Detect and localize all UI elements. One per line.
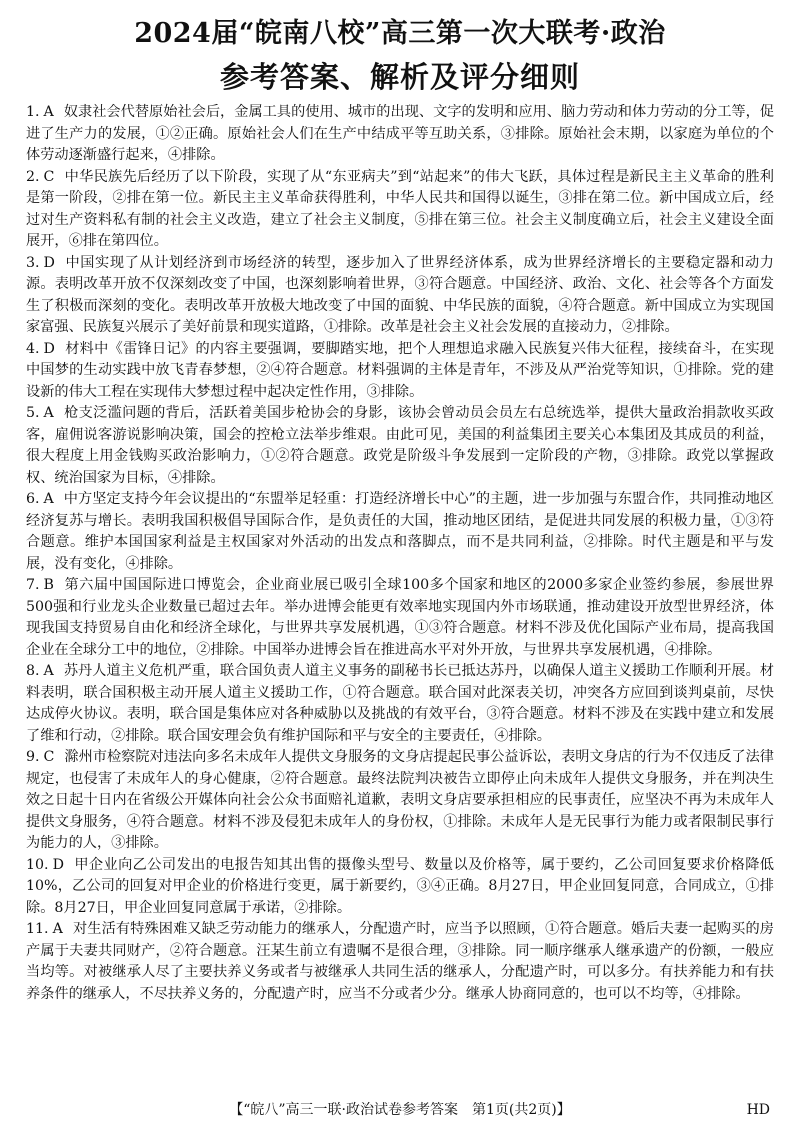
item-explanation: 中方坚定支持今年会议提出的“东盟举足轻重：打造经济增长中心”的主题，进一步加强与东盟合作，共同推动地区经济复苏与增长。表明我国积极倡导国际合作，是负责任的大国，推动地区团结，是促进共同发展的积极力量，①③符合题意。维护本国国家利益是主权国家对外活动的出发点和落脚点，而不是共同利益，②排除。时代主题是和平与发展，没有变化，④排除。 bbox=[26, 491, 774, 572]
answer-item-1 bbox=[26, 102, 774, 167]
item-number: 1. bbox=[26, 104, 40, 120]
answer-item-10 bbox=[26, 855, 774, 920]
item-answer: A bbox=[43, 104, 54, 120]
item-number: 9. bbox=[26, 749, 40, 765]
item-answer: D bbox=[43, 254, 55, 271]
item-explanation: 第六届中国国际进口博览会，企业商业展已吸引全球100多个国家和地区的2000多家企业签约参展，参展世界500强和行业龙头企业数量已超过去年。举办进博会能更有效率地实现国内外市场联通，推动建设开放型世界经济，体现我国支持贸易自由化和经济全球化，与世界共享发展机遇，①③符合题意。材料不涉及优化国际产业布局，提高我国企业在全球分工中的地位，②排除。中国举办进博会旨在推进高水平对外开放，与世界共享发展机遇，④排除。 bbox=[26, 577, 774, 658]
item-number: 10. bbox=[26, 856, 49, 873]
item-number: 4. bbox=[26, 340, 40, 357]
item-explanation: 中国实现了从计划经济到市场经济的转型，逐步加入了世界经济体系，成为世界经济增长的主要稳定器和动力源。表明改革开放不仅深刻改变了中国，也深刻影响着世界，③符合题意。中国经济、政治、文化、社会等各个方面发生了积极而深刻的变化。表明改革开放极大地改变了中国的面貌、中华民族的面貌，④符合题意。新中国成立为实现国家富强、民族复兴展示了美好前景和现实道路，①排除。改革是社会主义社会发展的直接动力，②排除。 bbox=[26, 254, 774, 335]
item-answer: B bbox=[43, 577, 54, 593]
item-explanation: 材料中《雷锋日记》的内容主要强调，要脚踏实地，把个人理想追求融入民族复兴伟大征程，接续奋斗，在实现中国梦的生动实践中放飞青春梦想，②④符合题意。材料强调的主体是青年，不涉及从严治党等知识，①排除。党的建设新的伟大工程在实现伟大梦想过程中起决定性作用，③排除。 bbox=[26, 340, 774, 400]
answer-item-6 bbox=[26, 489, 774, 575]
page-title: 2024届“皖南八校”高三第一次大联考·政治 bbox=[134, 18, 666, 49]
answer-item-5 bbox=[26, 403, 774, 489]
item-number: 2. bbox=[26, 168, 40, 185]
footer-text: 【“皖八”高三一联·政治试卷参考答案 第1页(共2页)】 bbox=[229, 1102, 571, 1118]
page-footer bbox=[0, 1098, 800, 1122]
item-answer: A bbox=[43, 405, 54, 421]
page-subtitle: 参考答案、解析及评分细则 bbox=[219, 60, 580, 94]
footer-code: HD bbox=[746, 1102, 770, 1118]
item-number: 6. bbox=[26, 491, 40, 507]
item-number: 7. bbox=[26, 577, 40, 593]
item-explanation: 滁州市检察院对违法向多名未成年人提供文身服务的文身店提起民事公益诉讼，表明文身店的行为不仅违反了法律规定，也侵害了未成年人的身心健康，②符合题意。最终法院判决被告立即停止向未成年人提供文身服务，并在判决生效之日起十日内在省级公开媒体向社会公众书面赔礼道歉，表明文身店要承担相应的民事责任，应坚决不再为未成年人提供文身服务，④符合题意。材料不涉及侵犯未成年人的身份权，①排除。未成年人是无民事行为能力或者限制民事行为能力的人，③排除。 bbox=[26, 749, 774, 851]
answer-item-2 bbox=[26, 167, 774, 253]
answer-item-9 bbox=[26, 747, 774, 855]
item-answer: C bbox=[43, 168, 55, 185]
item-explanation: 奴隶社会代替原始社会后，金属工具的使用、城市的出现、文字的发明和应用、脑力劳动和体力劳动的分工等，促进了生产力的发展，①②正确。原始社会人们在生产中结成平等互助关系，③排除。原始社会末期，以家庭为单位的个体劳动逐渐盛行起来，④排除。 bbox=[26, 104, 774, 163]
item-answer: C bbox=[43, 749, 55, 765]
answer-item-8 bbox=[26, 661, 774, 747]
item-number: 11. bbox=[26, 921, 49, 937]
item-answer: A bbox=[43, 491, 54, 507]
item-answer: A bbox=[43, 663, 54, 679]
item-answer: D bbox=[43, 340, 55, 357]
answer-item-7 bbox=[26, 575, 774, 661]
answer-item-11 bbox=[26, 919, 774, 1005]
item-answer: A bbox=[52, 921, 63, 937]
item-number: 8. bbox=[26, 663, 40, 679]
item-explanation: 中华民族先后经历了以下阶段，实现了从“东亚病夫”到“站起来”的伟大飞跃，具体过程是新民主主义革命的胜利是第一阶段，②排在第一位。新民主主义革命获得胜利，中华人民共和国得以诞生，③排在第二位。新中国成立后，经过对生产资料私有制的社会主义改造，建立了社会主义制度，⑤排在第三位。社会主义制度确立后，社会主义建设全面展开，⑥排在第四位。 bbox=[26, 168, 774, 249]
answer-list bbox=[26, 102, 774, 1005]
item-explanation: 枪支泛滥问题的背后，活跃着美国步枪协会的身影，该协会曾动员会员左右总统选举，提供大量政治捐款收买政客，雇佣说客游说影响决策，国会的控枪立法举步维艰。由此可见，美国的利益集团主要关心本集团及其成员的利益，很大程度上用金钱购买政治影响力，①②符合题意。政党是阶级斗争发展到一定阶段的产物，③排除。政党以掌握政权、统治国家为目标，④排除。 bbox=[26, 405, 774, 486]
answer-item-4 bbox=[26, 339, 774, 404]
item-number: 3. bbox=[26, 254, 40, 271]
item-explanation: 苏丹人道主义危机严重，联合国负责人道主义事务的副秘书长已抵达苏丹，以确保人道主义援助工作顺利开展。材料表明，联合国积极主动开展人道主义援助工作，①符合题意。联合国对此深表关切，冲突各方应回到谈判桌前，尽快达成停火协议。表明，联合国是集体应对各种威胁以及挑战的有效平台，③符合题意。材料不涉及在实践中建立和发展了维和行动，②排除。联合国安理会负有维护国际和平与安全的主要责任，④排除。 bbox=[26, 663, 774, 744]
item-explanation: 甲企业向乙公司发出的电报告知其出售的摄像头型号、数量以及价格等，属于要约，乙公司回复要求价格降低10%，乙公司的回复对甲企业的价格进行变更，属于新要约，③④正确。8月27日，甲企业回复同意，合同成立，①排除。8月27日，甲企业回复同意属于承诺，②排除。 bbox=[26, 856, 774, 916]
item-answer: D bbox=[52, 856, 64, 873]
item-explanation: 对生活有特殊困难又缺乏劳动能力的继承人，分配遗产时，应当予以照顾，①符合题意。婚后夫妻一起购买的房产属于夫妻共同财产，②符合题意。汪某生前立有遗嘱不是很合理，③排除。同一顺序继承人继承遗产的份额，一般应当均等。对被继承人尽了主要扶养义务或者与被继承人共同生活的继承人，分配遗产时，可以多分。有扶养能力和有扶养条件的继承人，不尽扶养义务的，分配遗产时，应当不分或者少分。继承人协商同意的，也可以不均等，④排除。 bbox=[26, 921, 774, 1002]
answer-item-3 bbox=[26, 253, 774, 339]
item-number: 5. bbox=[26, 405, 40, 421]
